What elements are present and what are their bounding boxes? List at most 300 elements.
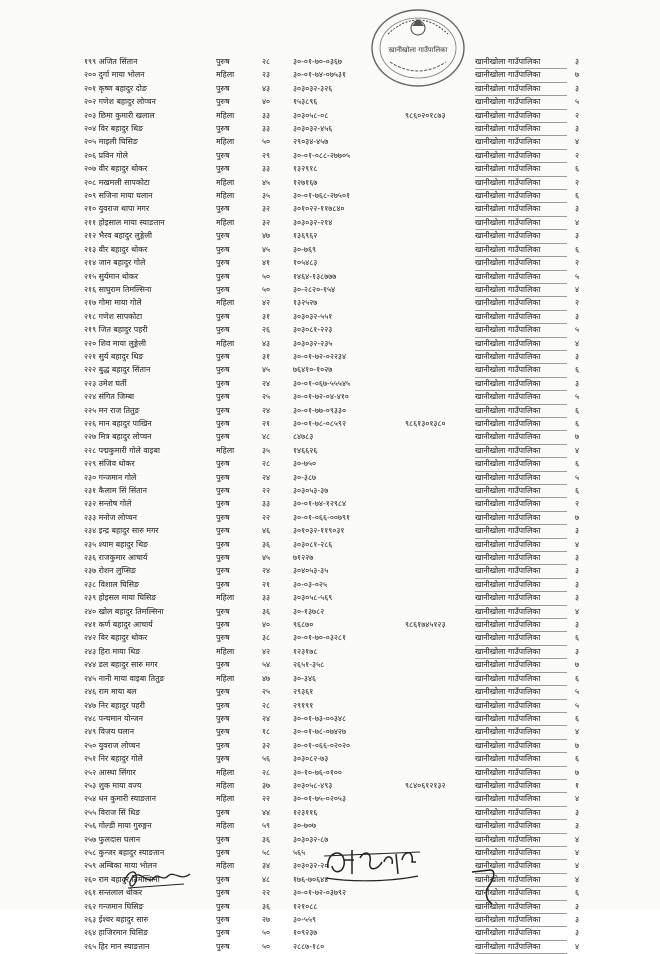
municipality-cell: खानीखोला गाउँपालिका [475,364,567,377]
person-name-cell: २२७ मित्र बहादुर लोप्चन [84,432,152,442]
sex-cell: महिला [216,177,235,187]
sex-cell: पुरुष [216,365,230,375]
phone-number-cell [405,297,475,310]
municipality-cell: खानीखोला गाउँपालिका [475,846,567,859]
citizenship-number-cell: ३०३०३२-२३५ [293,338,333,348]
person-name-cell: २४४ डल बहादुर सारु मगर [84,660,158,670]
signature-left [118,856,196,896]
age-cell: ३५ [262,191,271,201]
ward-number-cell: २ [574,499,580,509]
phone-number-cell [405,511,475,524]
table-row [84,324,587,337]
sex-cell: पुरुष [216,459,230,469]
municipality-cell: खानीखोला गाउँपालिका [475,176,567,189]
age-cell: २४ [262,405,271,415]
ward-number-cell: २ [574,110,580,120]
phone-number-cell [405,203,475,216]
person-name-cell: २०१ कृष्ण बहादुर दोङ [84,83,147,93]
municipality-cell: खानीखोला गाउँपालिका [475,216,567,229]
table-row [84,190,587,203]
age-cell: ३७ [262,780,271,790]
phone-number-cell [405,163,475,176]
person-name-cell: २४६ राम माया बल [84,687,137,697]
sex-cell: महिला [216,593,235,603]
municipality-cell: खानीखोला गाउँपालिका [475,431,567,444]
sex-cell: महिला [216,646,235,656]
table-row [84,123,587,136]
municipality-cell: खानीखोला गाउँपालिका [475,444,567,457]
person-name-cell: २५४ धन कुमारी स्याङतान [84,794,156,804]
municipality-cell: खानीखोला गाउँपालिका [475,109,567,122]
age-cell: ५८ [262,847,271,857]
age-cell: ४३ [262,338,271,348]
phone-number-cell [405,552,475,565]
ward-number-cell: ७ [574,740,580,750]
citizenship-number-cell: २९३६१ [293,687,314,697]
person-name-cell: २०७ वीर बहादुर थोकर [84,164,148,174]
table-row [84,350,587,363]
ward-number-cell: ३ [574,204,580,214]
person-name-cell: २६४ हाजिरमान घिसिङ [84,928,149,938]
ward-number-cell: ३ [574,553,580,563]
age-cell: २८ [262,767,271,777]
age-cell: २२ [262,888,271,898]
age-cell: ४२ [262,646,271,656]
sex-cell: महिला [216,767,235,777]
age-cell: ५४ [262,660,271,670]
citizenship-number-cell: ३०-७५० [293,459,317,469]
person-name-cell: २६१ सन्तलाल थोकर [84,888,143,898]
table-row [84,659,587,672]
signature-middle [320,840,428,886]
ward-number-cell: ४ [574,137,580,147]
municipality-cell: खानीखोला गाउँपालिका [475,377,567,390]
person-name-cell: २१४ जान बहादुर गोले [84,258,146,268]
table-row [84,578,587,591]
person-name-cell: २०५ माइली घिसिङ [84,137,138,147]
table-row [84,511,587,524]
citizenship-number-cell: २८८७-१८० [293,941,325,951]
ward-number-cell: ७ [574,767,580,777]
phone-number-cell [405,726,475,739]
phone-number-cell [405,659,475,672]
person-name-cell: २४२ विर बहादुर थोकर [84,633,148,643]
phone-number-cell [405,632,475,645]
sex-cell: पुरुष [216,888,230,898]
ward-number-cell: ४ [574,941,580,951]
table-row [84,270,587,283]
municipality-cell: खानीखोला गाउँपालिका [475,538,567,551]
citizenship-number-cell: १२१०८८ [293,901,318,911]
citizenship-number-cell: १५३८९६ [293,97,318,107]
municipality-cell: खानीखोला गाउँपालिका [475,485,567,498]
ward-number-cell: ६ [574,633,580,643]
citizenship-number-cell: ७६४१०-१०२७ [293,365,333,375]
person-name-cell: २३५ श्याम बहादुर थिङ [84,539,149,549]
municipality-cell: खानीखोला गाउँपालिका [475,712,567,725]
phone-number-cell [405,243,475,256]
citizenship-number-cell: २९१९१ [293,700,314,710]
age-cell: ५६ [262,754,271,764]
phone-number-cell [405,96,475,109]
phone-number-cell [405,820,475,833]
table-row [84,552,587,565]
municipality-cell: खानीखोला गाउँपालिका [475,793,567,806]
sex-cell: महिला [216,780,235,790]
citizenship-number-cell: १३२५२७ [293,298,318,308]
municipality-cell: खानीखोला गाउँपालिका [475,324,567,337]
municipality-cell: खानीखोला गाउँपालिका [475,887,567,900]
municipality-cell: खानीखोला गाउँपालिका [475,940,567,953]
table-row [84,377,587,390]
table-row [84,592,587,605]
citizenship-number-cell: १०९२३७ [293,928,318,938]
age-cell: ३५ [262,445,271,455]
sex-cell: पुरुष [216,834,230,844]
phone-number-cell: ९८६०२०१८७३ [405,110,446,120]
citizenship-number-cell: ३०-२८२०-१५४ [293,284,336,294]
table-row [84,699,587,712]
person-name-cell: २६२ गन्जमान घिसिङ [84,901,144,911]
phone-number-cell [405,471,475,484]
sex-cell: महिला [216,217,235,227]
sex-cell: पुरुष [216,512,230,522]
person-name-cell: २५३ शुक माया वज्य [84,780,142,790]
sex-cell: महिला [216,445,235,455]
municipality-cell: खानीखोला गाउँपालिका [475,337,567,350]
sex-cell: महिला [216,298,235,308]
age-cell: ४० [262,97,271,107]
phone-number-cell [405,377,475,390]
citizenship-number-cell: ३०३०३२-२१४ [293,217,333,227]
table-row [84,779,587,792]
phone-number-cell [405,364,475,377]
age-cell: ४५ [262,365,271,375]
sex-cell: पुरुष [216,432,230,442]
phone-number-cell [405,270,475,283]
person-name-cell: २३८ विशाल घिसिङ [84,579,139,589]
citizenship-number-cell: ३०-३४६ [293,673,317,683]
phone-number-cell [405,793,475,806]
municipality-cell: खानीखोला गाउँपालिका [475,726,567,739]
ward-number-cell: ६ [574,888,580,898]
table-row [84,283,587,296]
phone-number-cell: ९८६१७४५१२३ [405,620,446,630]
phone-number-cell [405,82,475,95]
age-cell: ४३ [262,83,271,93]
ward-number-cell: ६ [574,754,580,764]
municipality-cell: खानीखोला गाउँपालिका [475,230,567,243]
person-name-cell: २२८ पद्मकुमारी गोले वाइबा [84,445,160,455]
citizenship-number-cell: ३०१०३२-११९०३१ [293,526,345,536]
sex-cell: पुरुष [216,499,230,509]
municipality-cell: खानीखोला गाउँपालिका [475,297,567,310]
sex-cell: पुरुष [216,311,230,321]
ward-number-cell: ६ [574,405,580,415]
municipality-cell: खानीखोला गाउँपालिका [475,310,567,323]
sex-cell: पुरुष [216,566,230,576]
person-name-cell: २१७ गोमा माया गोले [84,298,142,308]
municipality-cell: खानीखोला गाउँपालिका [475,552,567,565]
age-cell: ३६ [262,901,271,911]
ward-number-cell: ४ [574,874,580,884]
person-name-cell: २१२ भैरव बहादुर लुङ्गेली [84,231,153,241]
ward-number-cell: ५ [574,325,580,335]
phone-number-cell [405,190,475,203]
table-row [84,485,587,498]
citizenship-number-cell: ३०३०८१-२२३ [293,325,333,335]
ward-number-cell: ५ [574,700,580,710]
citizenship-number-cell: ३०-०१-७२-०२२३४ [293,351,347,361]
table-row [84,766,587,779]
age-cell: २३ [262,70,271,80]
table-row [84,565,587,578]
person-name-cell: २३२ सन्तोष गोले [84,499,132,509]
person-name-cell: २५० युवराज लोप्चन [84,740,140,750]
sex-cell: पुरुष [216,847,230,857]
ward-number-cell: ३ [574,378,580,388]
table-row [84,739,587,752]
person-name-cell: २५२ आस्था सिंगार [84,767,136,777]
ward-number-cell: ४ [574,284,580,294]
sex-cell: पुरुष [216,807,230,817]
citizenship-number-cell: ३०-७०७ [293,821,317,831]
table-row [84,163,587,176]
person-name-cell: २१८ गणेश सापकोटा [84,311,143,321]
table-row [84,417,587,430]
table-row [84,364,587,377]
table-row [84,149,587,162]
municipality-cell: खानीखोला गाउँपालिका [475,619,567,632]
person-name-cell: २३४ इन्द्र बहादुर सारु मगर [84,526,159,536]
phone-number-cell [405,176,475,189]
signature-right [462,862,514,906]
age-cell: ३८ [262,633,271,643]
table-row [84,216,587,229]
table-row [84,404,587,417]
sex-cell: पुरुष [216,553,230,563]
ward-number-cell: ६ [574,164,580,174]
age-cell: ३२ [262,740,271,750]
person-name-cell: २५१ निर बहादुर गोले [84,754,143,764]
table-row [84,310,587,323]
person-name-cell: २१६ साघुराम तिमल्सिना [84,284,152,294]
person-name-cell: २६५ हिर मान स्याङतान [84,941,150,951]
sex-cell: पुरुष [216,526,230,536]
age-cell: ३१ [262,351,271,361]
ward-number-cell: ५ [574,97,580,107]
phone-number-cell [405,444,475,457]
ward-number-cell: ३ [574,579,580,589]
phone-number-cell [405,324,475,337]
phone-number-cell [405,230,475,243]
citizenship-number-cell: ३०३०५८-५६९ [293,593,333,603]
ward-number-cell: ४ [574,539,580,549]
municipality-cell: खानीखोला गाउँपालिका [475,69,567,82]
sex-cell: पुरुष [216,727,230,737]
municipality-cell: खानीखोला गाउँपालिका [475,163,567,176]
phone-number-cell [405,498,475,511]
age-cell: २४ [262,566,271,576]
person-name-cell: २१० युवराज थापा मगर [84,204,150,214]
municipality-cell: खानीखोला गाउँपालिका [475,525,567,538]
municipality-cell: खानीखोला गाउँपालिका [475,458,567,471]
citizenship-number-cell: १७६-७०६४४ [293,874,329,884]
municipality-cell: खानीखोला गाउँपालिका [475,766,567,779]
table-row [84,82,587,95]
municipality-cell: खानीखोला गाउँपालिका [475,511,567,524]
citizenship-number-cell: ३०-१०-७६-०१०० [293,767,342,777]
citizenship-number-cell: ३०-७६९ [293,244,317,254]
sex-cell: पुरुष [216,915,230,924]
phone-number-cell [405,578,475,591]
sex-cell: पुरुष [216,740,230,750]
citizenship-number-cell: ३०३०३२-८७ [293,834,329,844]
person-name-cell: २०३ छिमा कुमारी खलाल [84,110,155,120]
ward-number-cell: ३ [574,620,580,630]
phone-number-cell [405,605,475,618]
ward-number-cell: ४ [574,861,580,871]
municipality-cell: खानीखोला गाउँपालिका [475,806,567,819]
ward-number-cell: ३ [574,231,580,241]
municipality-cell: खानीखोला गाउँपालिका [475,96,567,109]
ward-number-cell: ६ [574,365,580,375]
person-name-cell: २५९ अम्बिका माया भोलन [84,861,157,871]
sex-cell: पुरुष [216,164,230,174]
ward-number-cell: ७ [574,70,580,80]
citizenship-number-cell: ३०-०१-७०-०३२८१ [293,633,347,643]
ward-number-cell: ४ [574,834,580,844]
citizenship-number-cell: ३०-५५९ [293,915,317,924]
phone-number-cell [405,940,475,953]
person-name-cell: २२१ सुर्य बहादुर थिङ [84,351,144,361]
municipality-cell: खानीखोला गाउँपालिका [475,605,567,618]
ward-number-cell: ३ [574,311,580,321]
ward-number-cell: २ [574,150,580,160]
table-row [84,56,587,69]
citizenship-number-cell: ३०-१३७८२ [293,606,325,616]
citizenship-number-cell: २९०३४-४५७ [293,137,329,147]
citizenship-number-cell: ३०३०५३-३७ [293,486,329,495]
citizenship-number-cell: ३०-०१-७८-०८५९२ [293,418,347,428]
ward-number-cell: ६ [574,486,580,495]
ward-number-cell: ३ [574,526,580,536]
municipality-cell: खानीखोला गाउँपालिका [475,820,567,833]
person-name-cell: २०० दुर्गा माया भोलन [84,70,145,80]
age-cell: ४१ [262,258,271,268]
citizenship-number-cell: ३०-०१-७७-०९३३० [293,405,347,415]
citizenship-number-cell: ३०३०३२-३२६ [293,83,333,93]
ward-number-cell: ६ [574,418,580,428]
ward-number-cell: ३ [574,807,580,817]
phone-number-cell [405,257,475,270]
citizenship-number-cell: ३०१०२२-११७८४० [293,204,345,214]
citizenship-number-cell: ३०-०१-७३-००३४८ [293,713,347,723]
citizenship-number-cell: ३०४०५३-३५ [293,566,329,576]
person-name-cell: २४९ विजय घलान [84,727,135,737]
ward-number-cell: ४ [574,217,580,227]
age-cell: ४८ [262,432,271,442]
municipality-cell: खानीखोला गाउँपालिका [475,753,567,766]
ward-number-cell: ६ [574,244,580,254]
phone-number-cell [405,69,475,82]
sex-cell: पुरुष [216,700,230,710]
phone-number-cell [405,712,475,725]
ward-number-cell: ६ [574,459,580,469]
age-cell: ४६ [262,526,271,536]
sex-cell: पुरुष [216,325,230,335]
citizenship-number-cell: १३६९६२ [293,231,318,241]
person-name-cell: २१३ वीर बहादुर थोकर [84,244,148,254]
table-row [84,525,587,538]
ward-number-cell: ६ [574,191,580,201]
phone-number-cell [405,216,475,229]
age-cell: ३६ [262,834,271,844]
table-row [84,940,587,953]
sex-cell: पुरुष [216,579,230,589]
age-cell: ५० [262,941,271,951]
person-name-cell: २६३ ईश्वर बहादुर सारु [84,915,149,924]
table-row [84,337,587,350]
age-cell: ३३ [262,124,271,134]
sex-cell: पुरुष [216,204,230,214]
age-cell: ३६ [262,539,271,549]
age-cell: ५० [262,137,271,147]
sex-cell: महिला [216,191,235,201]
ward-number-cell: ३ [574,901,580,911]
ward-number-cell: ३ [574,83,580,93]
sex-cell: पुरुष [216,539,230,549]
person-name-cell: २२३ उमेश घर्ती [84,378,127,388]
person-name-cell: २२४ संगित जिम्बा [84,392,135,402]
municipality-cell: खानीखोला गाउँपालिका [475,873,567,886]
ward-number-cell: ७ [574,660,580,670]
municipality-cell: खानीखोला गाउँपालिका [475,659,567,672]
age-cell: ४७ [262,673,271,683]
sex-cell: महिला [216,137,235,147]
sex-cell: पुरुष [216,472,230,482]
sex-cell: महिला [216,110,235,120]
municipality-cell: खानीखोला गाउँपालिका [475,860,567,873]
phone-number-cell [405,391,475,404]
person-name-cell: २०८ मखमली सापकोटा [84,177,150,187]
age-cell: ३१ [262,311,271,321]
municipality-cell: खानीखोला गाउँपालिका [475,739,567,752]
phone-number-cell [405,927,475,940]
table-row [84,257,587,270]
table-row [84,498,587,511]
person-name-cell: २२५ मन राज तितुङ [84,405,140,415]
table-row [84,538,587,551]
table-row [84,726,587,739]
ward-number-cell: ३ [574,566,580,576]
phone-number-cell [405,136,475,149]
phone-number-cell [405,699,475,712]
sex-cell: पुरुष [216,941,230,951]
phone-number-cell [405,123,475,136]
sex-cell: पुरुष [216,620,230,630]
table-row [84,753,587,766]
municipality-cell: खानीखोला गाउँपालिका [475,257,567,270]
citizenship-number-cell: ३०-०१-०६७-५५५४५ [293,378,351,388]
sex-cell: पुरुष [216,231,230,241]
ward-number-cell: ३ [574,124,580,134]
sex-cell: पुरुष [216,405,230,415]
ward-number-cell: ७ [574,432,580,442]
sex-cell: पुरुष [216,928,230,938]
age-cell: २८ [262,459,271,469]
age-cell: २९ [262,150,271,160]
